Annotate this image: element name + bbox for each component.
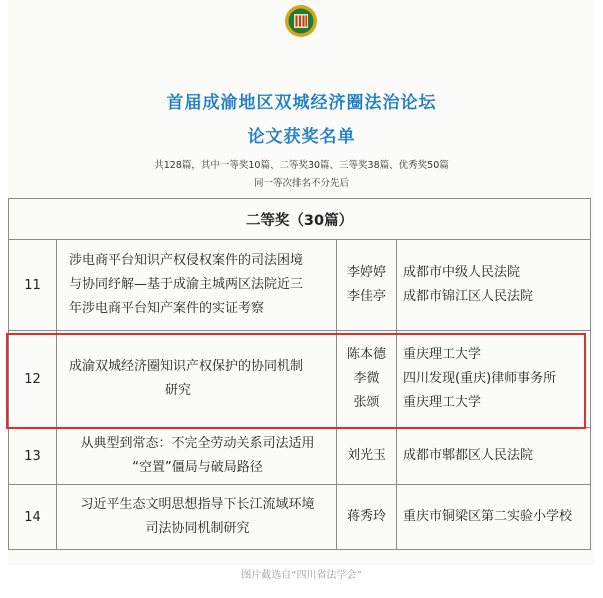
organizations-cell	[397, 428, 591, 485]
paper-title: 从典型到常态：不完全劳动关系司法适用 “空置”僵局与破局路径	[57, 428, 337, 485]
authors-cell	[337, 485, 397, 550]
table-row	[9, 485, 591, 550]
organization-name: 成都市锦江区人民法院	[403, 289, 534, 304]
organizations-cell	[397, 485, 591, 550]
organization-name: 成都市中级人民法院	[403, 265, 521, 280]
author-name: 李佳亭	[346, 289, 386, 304]
author-name: 蒋秀玲	[346, 509, 386, 524]
row-number: 12	[9, 331, 57, 428]
section-heading: 二等奖（30篇）	[9, 199, 591, 240]
author-name: 李微	[353, 371, 380, 386]
authors-cell	[337, 428, 397, 485]
organization-name: 成都市郫都区人民法院	[403, 448, 534, 463]
awards-table	[8, 198, 591, 550]
page-subtitle: 论文获奖名单	[247, 127, 356, 147]
page-title: 首届成渝地区双城经济圈法治论坛	[166, 93, 437, 113]
authors-cell	[337, 240, 397, 331]
paper-title: 成渝双城经济圈知识产权保护的协同机制 研究	[57, 331, 337, 428]
organization-name: 四川发现(重庆)律师事务所	[403, 371, 557, 386]
table-row	[9, 428, 591, 485]
award-summary: 共128篇，其中一等奖10篇、二等奖30篇、三等奖38篇、优秀奖50篇	[154, 160, 449, 171]
organization-name: 重庆理工大学	[403, 395, 482, 410]
organizations-cell	[397, 240, 591, 331]
section-heading-row	[9, 199, 591, 240]
table-row	[9, 240, 591, 331]
law-society-emblem-icon	[284, 4, 318, 38]
row-number: 14	[9, 485, 57, 550]
row-number: 13	[9, 428, 57, 485]
author-name: 张颂	[353, 395, 380, 410]
organization-name: 重庆市铜梁区第二实验小学校	[403, 509, 573, 524]
organizations-cell	[397, 331, 591, 428]
organization-name: 重庆理工大学	[403, 347, 482, 362]
ranking-note: 同一等次排名不分先后	[253, 178, 349, 189]
author-name: 陈本德	[346, 347, 386, 362]
authors-cell	[337, 331, 397, 428]
author-name: 李婷婷	[346, 265, 386, 280]
table-row	[9, 331, 591, 428]
paper-title: 习近平生态文明思想指导下长江流域环境 司法协同机制研究	[57, 485, 337, 550]
author-name: 刘光玉	[346, 448, 386, 463]
image-source-caption: 图片截选自“四川省法学会”	[241, 570, 362, 581]
paper-title: 涉电商平台知识产权侵权案件的司法困境 与协同纾解—基于成渝主城两区法院近三 年涉电商平台知产案件的实证考察	[57, 240, 337, 331]
row-number: 11	[9, 240, 57, 331]
